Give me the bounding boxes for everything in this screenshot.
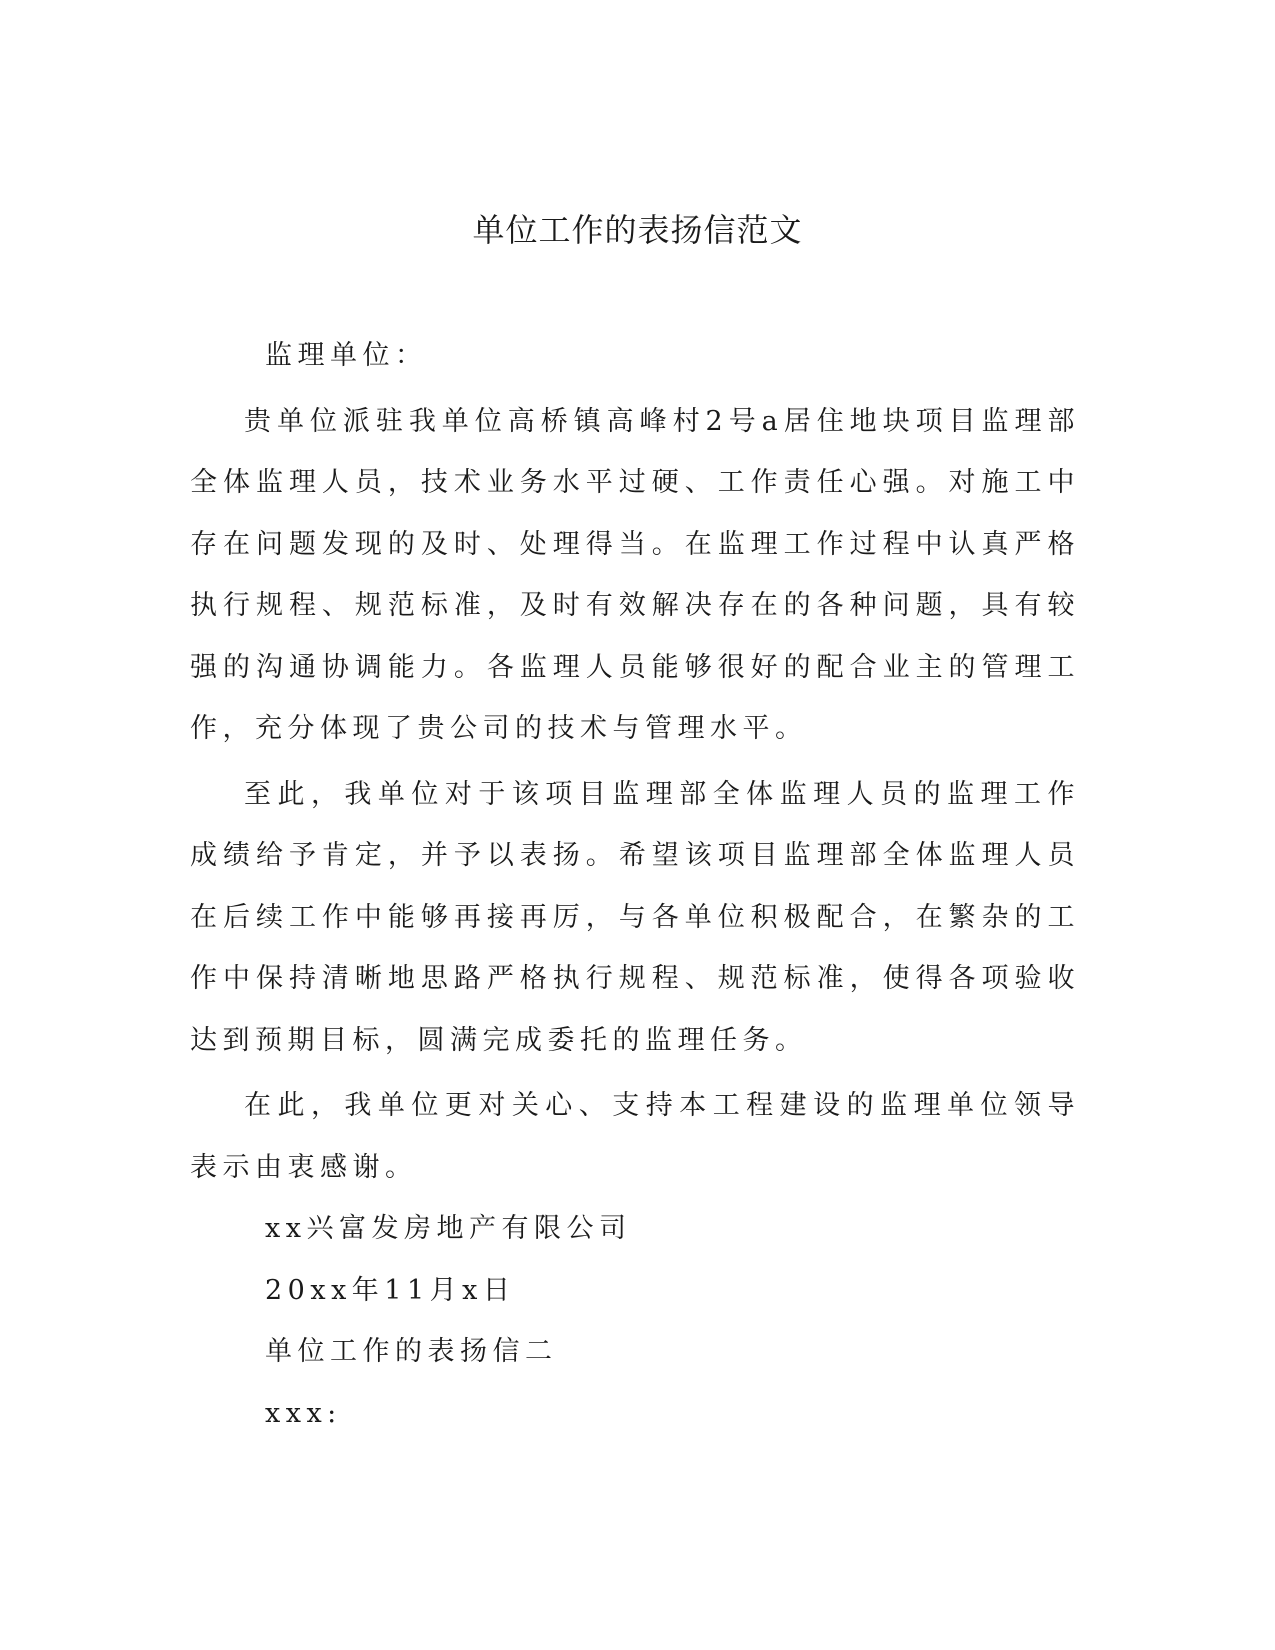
paragraph-2: 至此，我单位对于该项目监理部全体监理人员的监理工作成绩给予肯定，并予以表扬。希望该项目监理部全体监理人员在后续工作中能够再接再厉，与各单位积极配合，在繁杂的工作中保持清晰地思路严格执行规程、规范标准，使得各项验收达到预期目标，圆满完成委托的监理任务。 <box>190 778 1080 1056</box>
salutation: 监理单位： <box>265 340 428 371</box>
second-salutation: xxx: <box>265 1397 342 1429</box>
signature-company: xx兴富发房地产有限公司 <box>265 1213 632 1244</box>
second-heading: 单位工作的表扬信二 <box>265 1336 558 1367</box>
signature-date: 20xx年11月x日 <box>265 1274 516 1306</box>
paragraph-1: 贵单位派驻我单位高桥镇高峰村2号a居住地块项目监理部全体监理人员，技术业务水平过硬、工作责任心强。对施工中存在问题发现的及时、处理得当。在监理工作过程中认真严格执行规程、规范标准，及时有效解决存在的各种问题，具有较强的沟通协调能力。各监理人员能够很好的配合业主的管理工作，充分体现了贵公司的技术与管理水平。 <box>190 405 1080 744</box>
page-title: 单位工作的表扬信范文 <box>472 211 803 249</box>
letter-body <box>190 325 1080 1444</box>
paragraph-3: 在此，我单位更对关心、支持本工程建设的监理单位领导表示由衷感谢。 <box>190 1090 1080 1183</box>
